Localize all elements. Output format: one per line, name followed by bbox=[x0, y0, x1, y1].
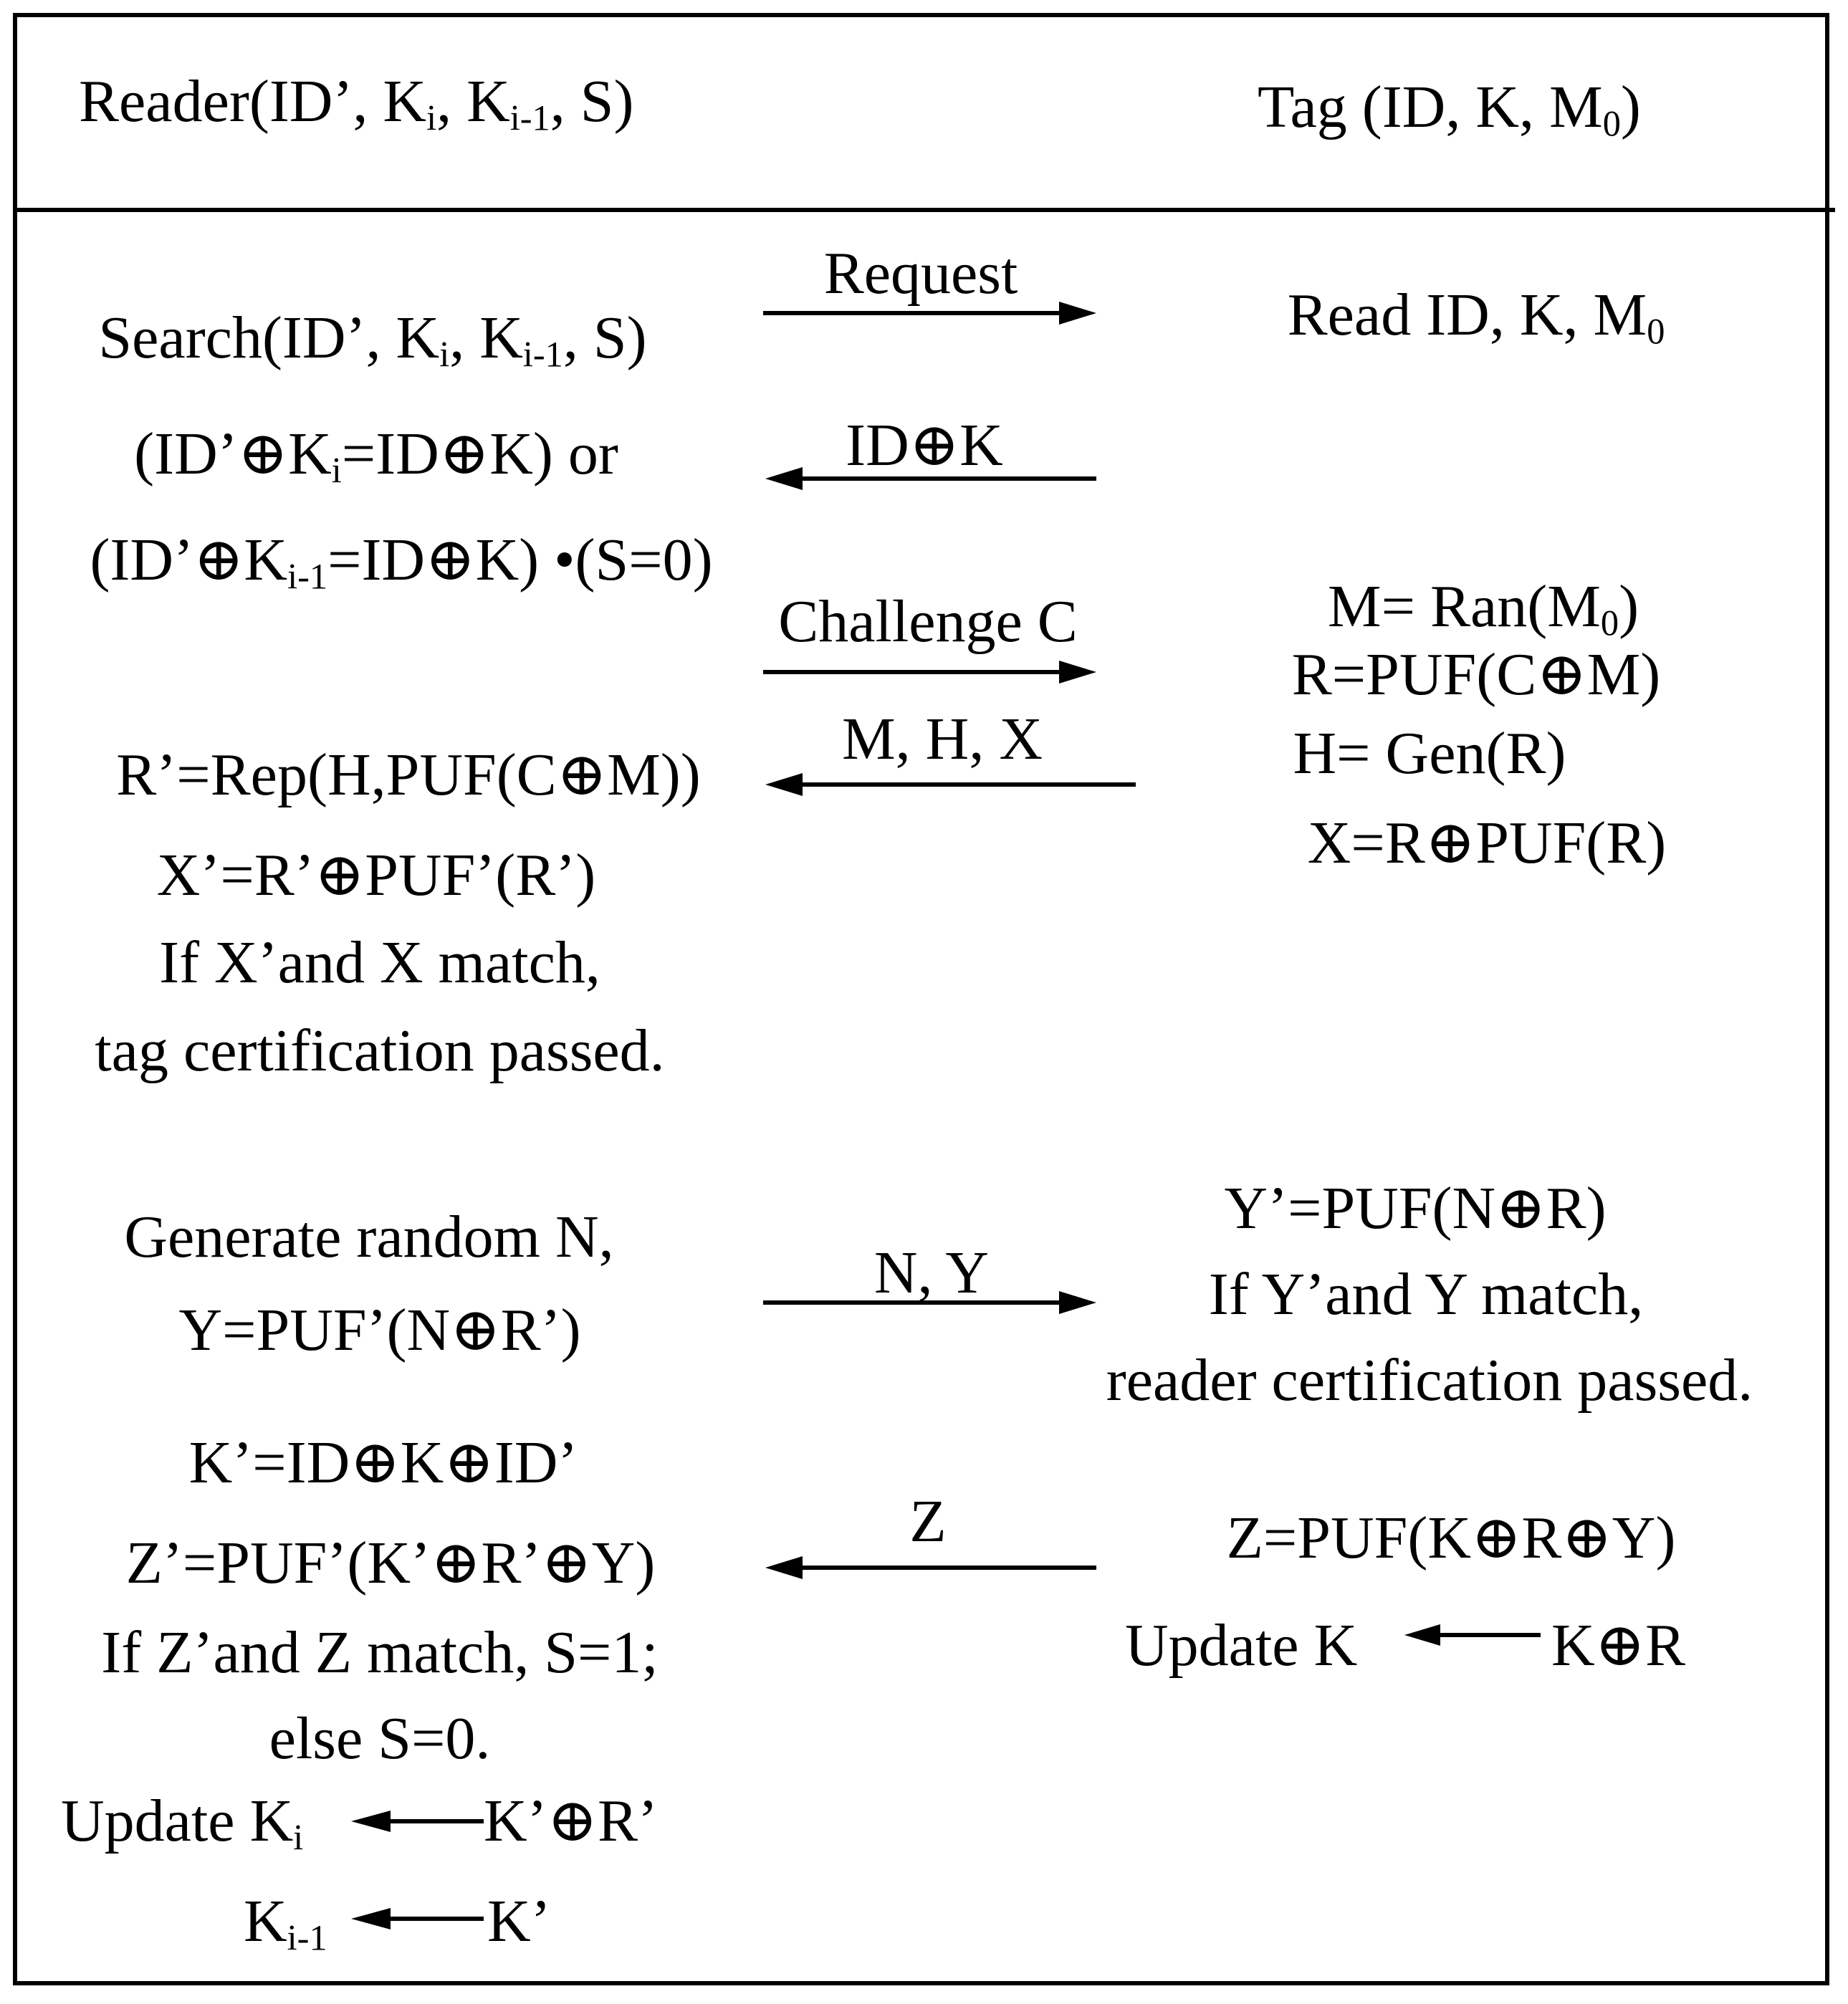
arrowhead-update-ki bbox=[351, 1811, 391, 1832]
tag-if-y-match: If Y’and Y match, bbox=[1208, 1261, 1644, 1328]
reader-rprime: R’=Rep(H,PUF(C⊕M)) bbox=[116, 742, 701, 808]
tag-update-k-value: K⊕R bbox=[1551, 1612, 1686, 1679]
reader-update-ki-label: Update $K_i$ bbox=[61, 1788, 304, 1858]
reader-update-ki1-label: $K_{i-1}$ bbox=[244, 1888, 327, 1958]
tag-title: Tag (ID, K, $M_0$) bbox=[1258, 74, 1641, 144]
reader-condition-2: $(ID’\oplus K_{i-1}=ID\oplus K)$ •(S=0) bbox=[90, 527, 713, 597]
message-id-xor-k: ID⊕K bbox=[846, 412, 1003, 479]
reader-if-z-match: If Z’and Z match, S=1; bbox=[101, 1619, 659, 1686]
reader-condition-1: $(ID’\oplus K_i=ID\oplus K)$ or bbox=[134, 421, 618, 491]
reader-tag-certification: tag certification passed. bbox=[95, 1017, 665, 1084]
arrowhead-z bbox=[765, 1556, 803, 1579]
message-request: Request bbox=[823, 240, 1018, 307]
reader-zprime: Z’=PUF’(K’⊕R’⊕Y) bbox=[125, 1530, 656, 1596]
arrowhead-request bbox=[1059, 302, 1096, 325]
reader-search: Search(ID’, $K_i$, $K_{i-1}$, S) bbox=[98, 305, 647, 375]
tag-reader-certification: reader certification passed. bbox=[1106, 1347, 1753, 1414]
arrowhead-update-ki1 bbox=[351, 1908, 391, 1929]
reader-update-ki-value: K’⊕R’ bbox=[484, 1788, 659, 1854]
tag-x: X=R⊕PUF(R) bbox=[1307, 810, 1667, 876]
message-m-h-x: M, H, X bbox=[841, 706, 1043, 772]
reader-title: Reader(ID’, $K_i$, $K_{i-1}$, S) bbox=[79, 68, 634, 138]
arrowhead-n-y bbox=[1059, 1291, 1096, 1314]
reader-y: Y=PUF’(N⊕R’) bbox=[178, 1297, 581, 1363]
tag-z: Z=PUF(K⊕R⊕Y) bbox=[1226, 1505, 1676, 1571]
arrowhead-challenge bbox=[1059, 661, 1096, 684]
message-z: Z bbox=[909, 1488, 947, 1555]
reader-update-ki1-value: K’ bbox=[487, 1888, 551, 1955]
tag-update-k-label: Update K bbox=[1125, 1612, 1358, 1679]
tag-h: H= Gen(R) bbox=[1293, 720, 1566, 787]
reader-xprime: X’=R’⊕PUF’(R’) bbox=[156, 842, 596, 908]
tag-read: Read ID, K, $M_0$ bbox=[1287, 282, 1665, 352]
reader-generate-n: Generate random N, bbox=[124, 1204, 614, 1270]
reader-if-x-match: If X’and X match, bbox=[159, 929, 600, 996]
tag-m: $M= Ran(M_0)$ bbox=[1327, 573, 1639, 643]
reader-kprime: K’=ID⊕K⊕ID’ bbox=[188, 1429, 578, 1496]
arrowhead-m-h-x bbox=[765, 773, 803, 796]
arrowhead-id-xor-k bbox=[765, 467, 803, 490]
reader-else: else S=0. bbox=[269, 1705, 491, 1772]
arrowhead-update-k bbox=[1404, 1624, 1440, 1646]
tag-yprime: Y’=PUF(N⊕R) bbox=[1224, 1175, 1607, 1242]
message-challenge: Challenge C bbox=[778, 588, 1078, 655]
message-n-y: N, Y bbox=[873, 1240, 990, 1306]
tag-r: R=PUF(C⊕M) bbox=[1291, 641, 1661, 708]
